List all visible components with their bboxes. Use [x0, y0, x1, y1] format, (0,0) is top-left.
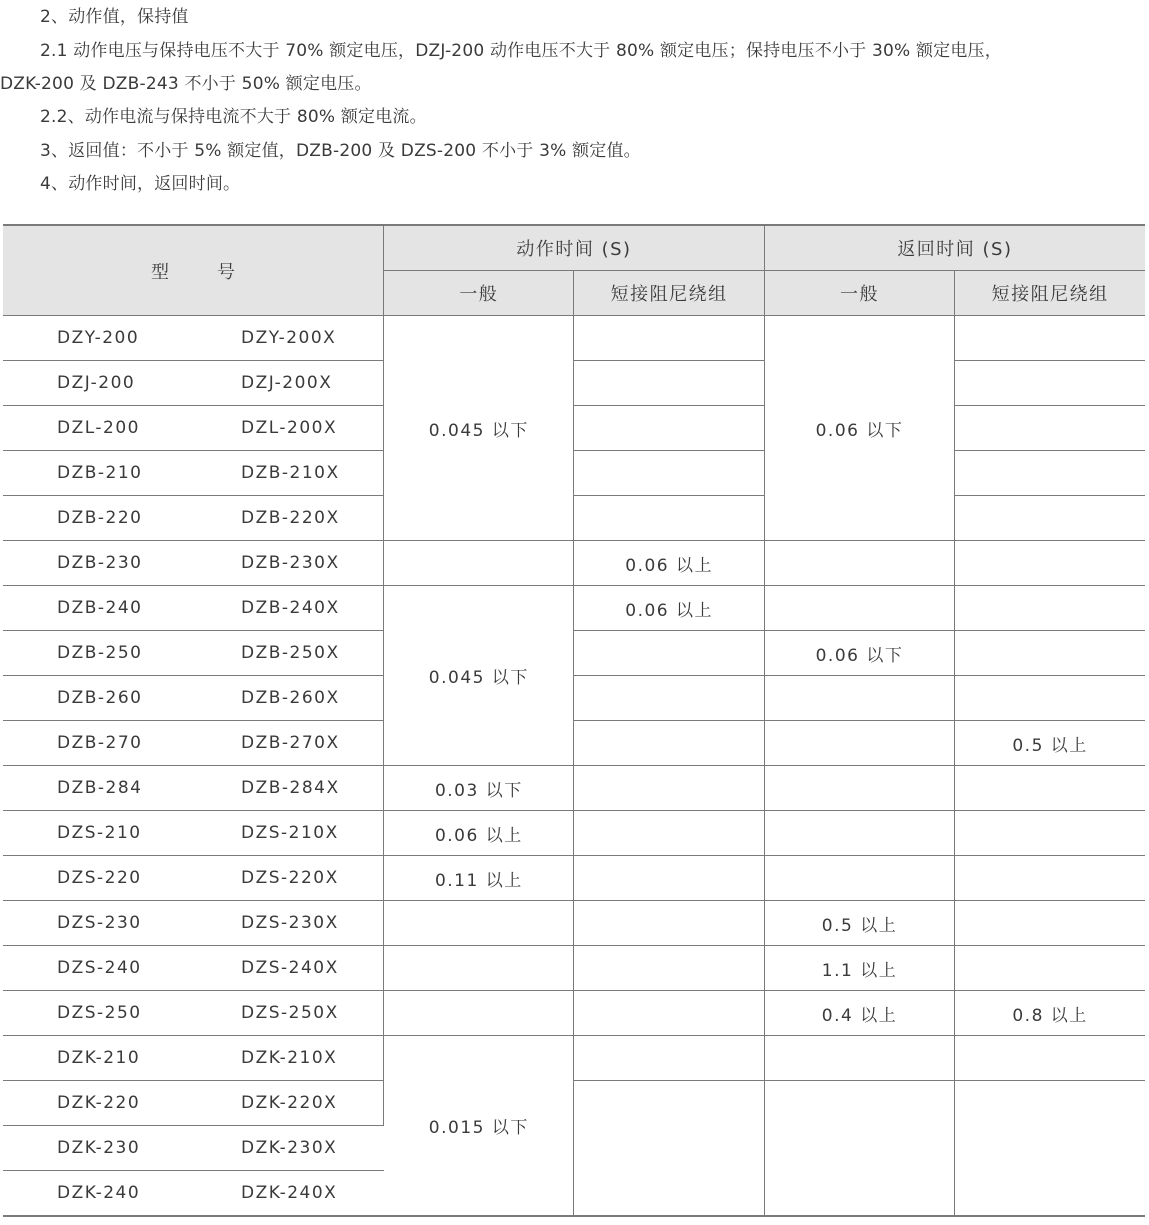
action-general-cell: 0.045 以下 [384, 586, 574, 766]
return-general-cell [764, 721, 954, 766]
table-row [3, 721, 1145, 766]
return-short-cell: 0.5 以上 [955, 721, 1145, 766]
return-general-cell [764, 541, 954, 586]
model-name-x: DZB-230X [241, 553, 340, 573]
intro-line-6: 4、动作时间，返回时间。 [40, 174, 241, 194]
model-name: DZS-210 [57, 823, 142, 843]
model-name-x: DZB-270X [241, 733, 340, 753]
action-general-cell [384, 991, 574, 1036]
action-general-cell [384, 541, 574, 586]
table-row [3, 541, 1145, 586]
model-cell [3, 586, 384, 631]
action-short-cell [574, 766, 764, 811]
table-row [3, 946, 1145, 991]
model-cell [3, 1081, 384, 1126]
action-short-cell [574, 316, 764, 361]
model-name-x: DZS-250X [241, 1003, 339, 1023]
table-row [3, 901, 1145, 946]
model-name: DZS-230 [57, 913, 142, 933]
action-short-cell [574, 901, 764, 946]
model-cell [3, 451, 384, 496]
model-cell [3, 991, 384, 1036]
return-general-cell [764, 586, 954, 631]
model-name: DZY-200 [57, 328, 140, 348]
action-general-cell [384, 946, 574, 991]
model-cell [3, 1126, 384, 1171]
model-name: DZL-200 [57, 418, 140, 438]
model-name-x: DZJ-200X [241, 373, 333, 393]
model-cell [3, 721, 384, 766]
table-row [3, 766, 1145, 811]
model-cell [3, 811, 384, 856]
model-name: DZS-250 [57, 1003, 142, 1023]
model-cell [3, 361, 384, 406]
table-row [3, 631, 1145, 676]
table-row [3, 1036, 1145, 1081]
header-action-general: 一般 [384, 271, 574, 316]
action-short-cell: 0.06 以上 [574, 541, 764, 586]
return-short-cell [955, 586, 1145, 631]
model-name-x: DZK-230X [241, 1138, 338, 1158]
model-cell [3, 631, 384, 676]
header-model-a: 型 [151, 261, 171, 283]
model-name-x: DZL-200X [241, 418, 338, 438]
action-general-cell [384, 901, 574, 946]
header-return-short-damping: 短接阻尼绕组 [955, 271, 1145, 316]
header-model-b: 号 [217, 261, 237, 283]
model-cell [3, 316, 384, 361]
intro-line-5: 3、返回值：不小于 5% 额定值，DZB-200 及 DZS-200 不小于 3% 额定值。 [40, 141, 641, 161]
table-row [3, 361, 1145, 406]
action-general-cell: 0.11 以上 [384, 856, 574, 901]
return-short-cell [955, 811, 1145, 856]
action-general-cell: 0.015 以下 [384, 1036, 574, 1217]
return-short-cell [955, 361, 1145, 406]
model-name-x: DZY-200X [241, 328, 337, 348]
action-short-cell [574, 1036, 764, 1081]
table-row [3, 811, 1145, 856]
model-name-x: DZB-260X [241, 688, 340, 708]
model-name: DZS-220 [57, 868, 142, 888]
model-name-x: DZB-284X [241, 778, 340, 798]
model-cell [3, 901, 384, 946]
header-return-general: 一般 [764, 271, 954, 316]
header-return-time: 返回时间 (S) [764, 225, 1145, 271]
action-short-cell [574, 451, 764, 496]
table-row [3, 1081, 1145, 1126]
model-name-x: DZS-210X [241, 823, 339, 843]
return-general-cell [764, 856, 954, 901]
model-name: DZB-260 [57, 688, 143, 708]
model-cell [3, 406, 384, 451]
timing-table [3, 224, 1145, 1217]
model-cell [3, 496, 384, 541]
action-short-cell [574, 676, 764, 721]
model-name: DZS-240 [57, 958, 142, 978]
return-general-cell: 0.06 以下 [764, 316, 954, 541]
return-short-cell [955, 1081, 1145, 1217]
action-short-cell [574, 496, 764, 541]
return-general-cell: 0.4 以上 [764, 991, 954, 1036]
model-name: DZK-210 [57, 1048, 141, 1068]
model-name-x: DZK-220X [241, 1093, 338, 1113]
model-name: DZK-220 [57, 1093, 141, 1113]
model-cell [3, 541, 384, 586]
action-short-cell [574, 811, 764, 856]
model-cell [3, 856, 384, 901]
action-general-cell: 0.045 以下 [384, 316, 574, 541]
header-action-time: 动作时间 (S) [384, 225, 765, 271]
action-short-cell [574, 721, 764, 766]
return-short-cell [955, 676, 1145, 721]
model-name: DZK-230 [57, 1138, 141, 1158]
return-general-cell: 1.1 以上 [764, 946, 954, 991]
return-general-cell: 0.5 以上 [764, 901, 954, 946]
return-short-cell [955, 631, 1145, 676]
model-name: DZB-270 [57, 733, 143, 753]
model-name-x: DZB-210X [241, 463, 340, 483]
return-general-cell [764, 676, 954, 721]
model-name: DZB-240 [57, 598, 143, 618]
model-name: DZB-210 [57, 463, 143, 483]
action-short-cell [574, 946, 764, 991]
action-short-cell [574, 856, 764, 901]
model-name-x: DZS-240X [241, 958, 339, 978]
model-name: DZB-220 [57, 508, 143, 528]
table-row [3, 316, 1145, 361]
action-short-cell [574, 631, 764, 676]
action-general-cell: 0.06 以上 [384, 811, 574, 856]
model-name-x: DZB-240X [241, 598, 340, 618]
model-cell [3, 676, 384, 721]
return-short-cell [955, 541, 1145, 586]
table-row [3, 856, 1145, 901]
return-short-cell [955, 766, 1145, 811]
return-general-cell [764, 766, 954, 811]
return-short-cell [955, 1036, 1145, 1081]
action-short-cell [574, 406, 764, 451]
model-cell [3, 946, 384, 991]
model-name-x: DZK-240X [241, 1183, 338, 1203]
action-short-cell [574, 991, 764, 1036]
header-model [3, 225, 384, 316]
model-cell [3, 1036, 384, 1081]
model-name: DZB-250 [57, 643, 143, 663]
return-short-cell [955, 316, 1145, 361]
action-short-cell [574, 1081, 764, 1217]
return-short-cell [955, 856, 1145, 901]
model-name: DZB-230 [57, 553, 143, 573]
return-short-cell [955, 406, 1145, 451]
return-general-cell [764, 1081, 954, 1217]
table-row [3, 676, 1145, 721]
return-short-cell [955, 496, 1145, 541]
intro-line-3: DZK-200 及 DZB-243 不小于 50% 额定电压。 [0, 74, 372, 94]
table-row [3, 451, 1145, 496]
table-row [3, 406, 1145, 451]
return-general-cell: 0.06 以下 [764, 631, 954, 676]
table-row [3, 586, 1145, 631]
intro-line-2: 2.1 动作电压与保持电压不大于 70% 额定电压，DZJ-200 动作电压不大于 80% 额定电压；保持电压不小于 30% 额定电压， [40, 41, 1002, 61]
model-name: DZJ-200 [57, 373, 136, 393]
model-name-x: DZB-220X [241, 508, 340, 528]
return-short-cell [955, 901, 1145, 946]
return-short-cell: 0.8 以上 [955, 991, 1145, 1036]
model-name-x: DZS-230X [241, 913, 339, 933]
header-action-short-damping: 短接阻尼绕组 [574, 271, 764, 316]
return-short-cell [955, 451, 1145, 496]
model-cell [3, 1171, 384, 1217]
action-short-cell: 0.06 以上 [574, 586, 764, 631]
return-general-cell [764, 1036, 954, 1081]
table-row [3, 496, 1145, 541]
return-short-cell [955, 946, 1145, 991]
intro-line-4: 2.2、动作电流与保持电流不大于 80% 额定电流。 [40, 107, 427, 127]
action-general-cell: 0.03 以下 [384, 766, 574, 811]
model-name-x: DZK-210X [241, 1048, 338, 1068]
action-short-cell [574, 361, 764, 406]
model-name: DZK-240 [57, 1183, 141, 1203]
model-name-x: DZB-250X [241, 643, 340, 663]
model-name-x: DZS-220X [241, 868, 339, 888]
intro-line-1: 2、动作值，保持值 [40, 7, 189, 27]
model-cell [3, 766, 384, 811]
table-row [3, 991, 1145, 1036]
model-name: DZB-284 [57, 778, 143, 798]
return-general-cell [764, 811, 954, 856]
